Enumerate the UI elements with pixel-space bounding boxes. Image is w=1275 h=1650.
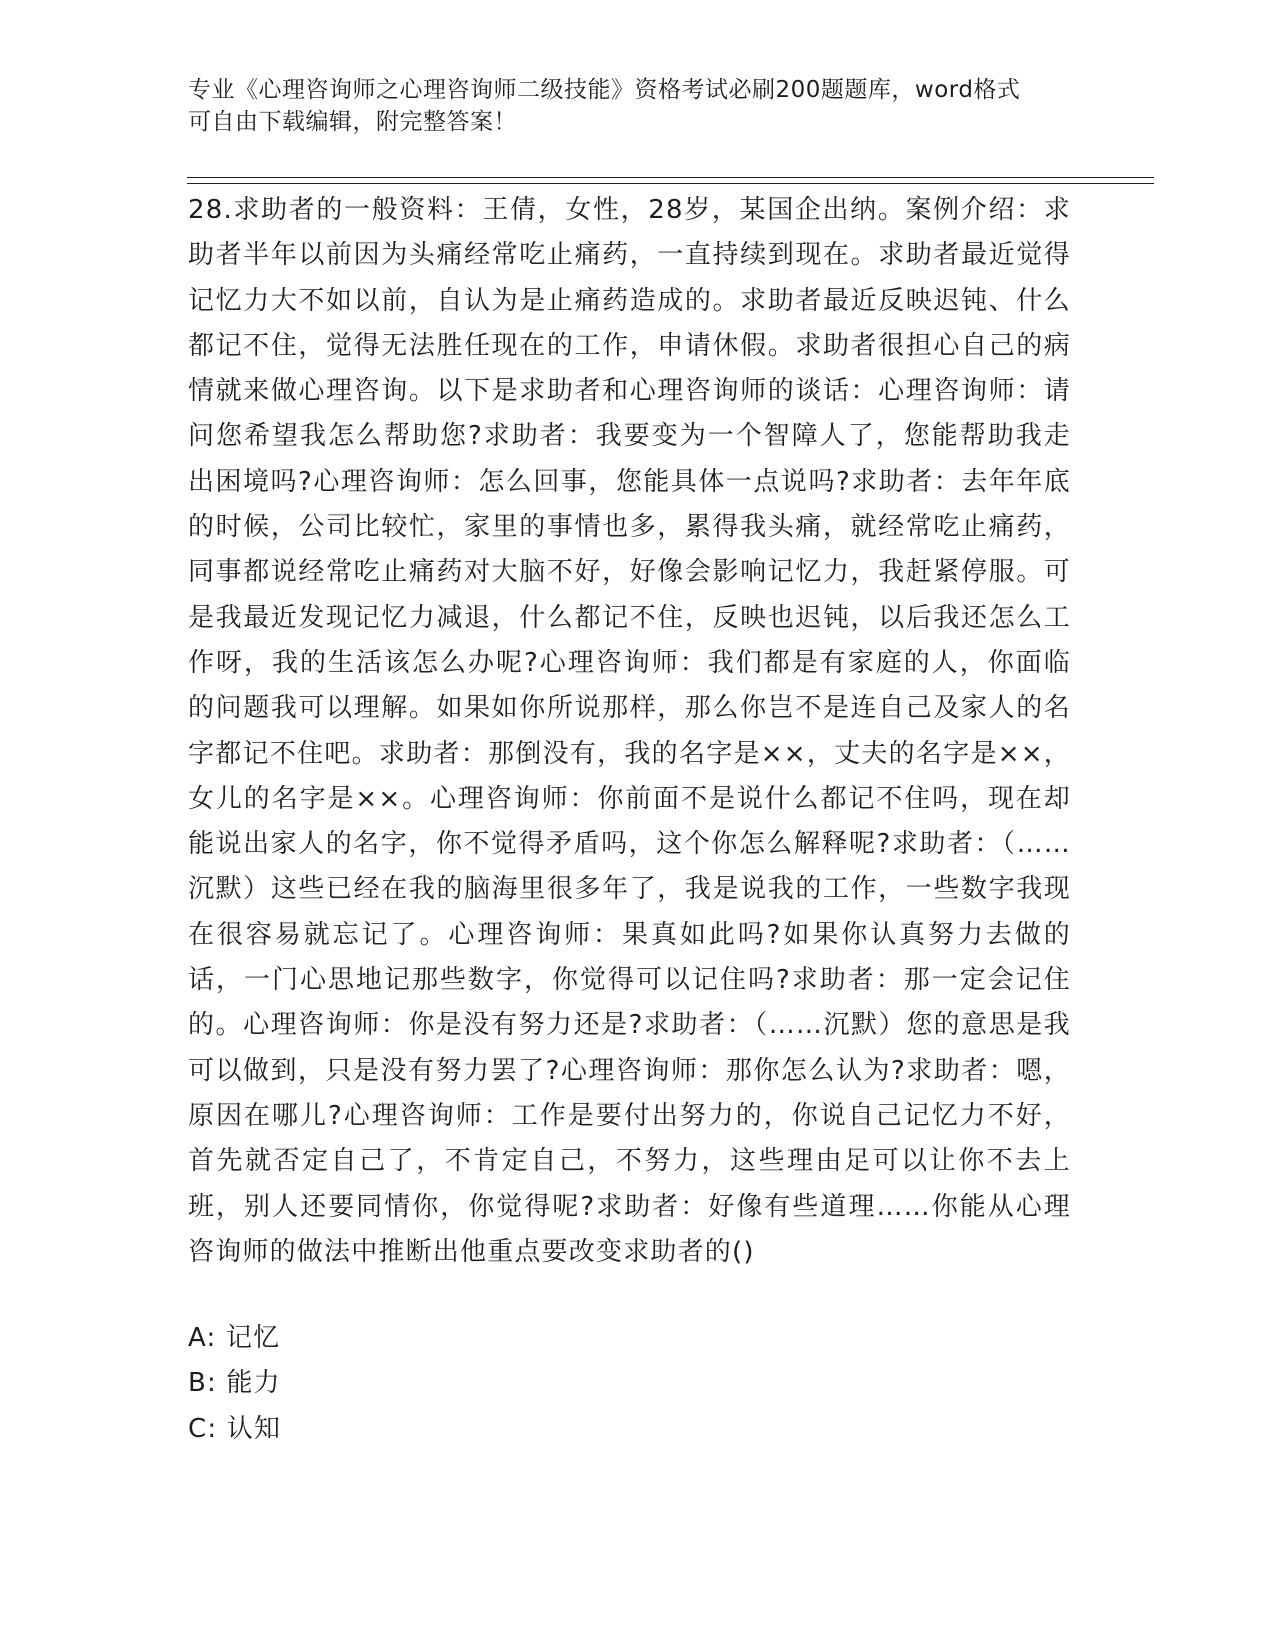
option-c: C: 认知 — [188, 1413, 282, 1444]
option-b: B: 能力 — [188, 1368, 281, 1399]
question-text: 28.求助者的一般资料：王倩，女性，28岁，某国企出纳。案例介绍：求助者半年以前因为头痛经常吃止痛药，一直持续到现在。求助者最近觉得记忆力大不如以前，自认为是止痛药造成的。求助者最近反映迟钝、什么都记不住，觉得无法胜任现在的工作，申请休假。求助者很担心自己的病情就来做心理咨询。以下是求助者和心理咨询师的谈话：心理咨询师：请问您希望我怎么帮助您?求助者：我要变为一个智障人了，您能帮助我走出困境吗?心理咨询师：怎么回事，您能具体一点说吗?求助者：去年年底的时候，公司比较忙，家里的事情也多，累得我头痛，就经常吃止痛药，同事都说经常吃止痛药对大脑不好，好像会影响记忆力，我赶紧停服。可是我最近发现记忆力减退，什么都记不住，反映也迟钝，以后我还怎么工作呀，我的生活该怎么办呢?心理咨询师：我们都是有家庭的人，你面临的问题我可以理解。如果如你所说那样，那么你岂不是连自己及家人的名字都记不住吧。求助者：那倒没有，我的名字是××，丈夫的名字是××，女儿的名字是××。心理咨询师：你前面不是说什么都记不住吗，现在却能说出家人的名字，你不觉得矛盾吗，这个你怎么解释呢?求助者：（……沉默）这些已经在我的脑海里很多年了，我是说我的工作，一些数字我现在很容易就忘记了。心理咨询师：果真如此吗?如果你认真努力去做的话，一门心思地记那些数字，你觉得可以记住吗?求助者：那一定会记住的。心理咨询师：你是没有努力还是?求助者：（……沉默）您的意思是我可以做到，只是没有努力罢了?心理咨询师：那你怎么认为?求助者：嗯，原因在哪儿?心理咨询师：工作是要付出努力的，你说自己记忆力不好，首先就否定自己了，不肯定自己，不努力，这些理由足可以让你不去上班，别人还要同情你，你觉得呢?求助者：好像有些道理……你能从心理咨询师的做法中推断出他重点要改变求助者的() — [188, 195, 1071, 1267]
answer-options — [188, 1316, 1071, 1452]
option-a: A: 记忆 — [188, 1323, 281, 1353]
header-divider-bottom — [187, 183, 1154, 184]
header-divider-top — [187, 177, 1154, 178]
header-line-1: 专业《心理咨询师之心理咨询师二级技能》资格考试必刷200题题库，word格式 — [188, 77, 1021, 103]
header-line-2: 可自由下载编辑，附完整答案！ — [188, 109, 517, 135]
page-header — [188, 74, 1068, 138]
